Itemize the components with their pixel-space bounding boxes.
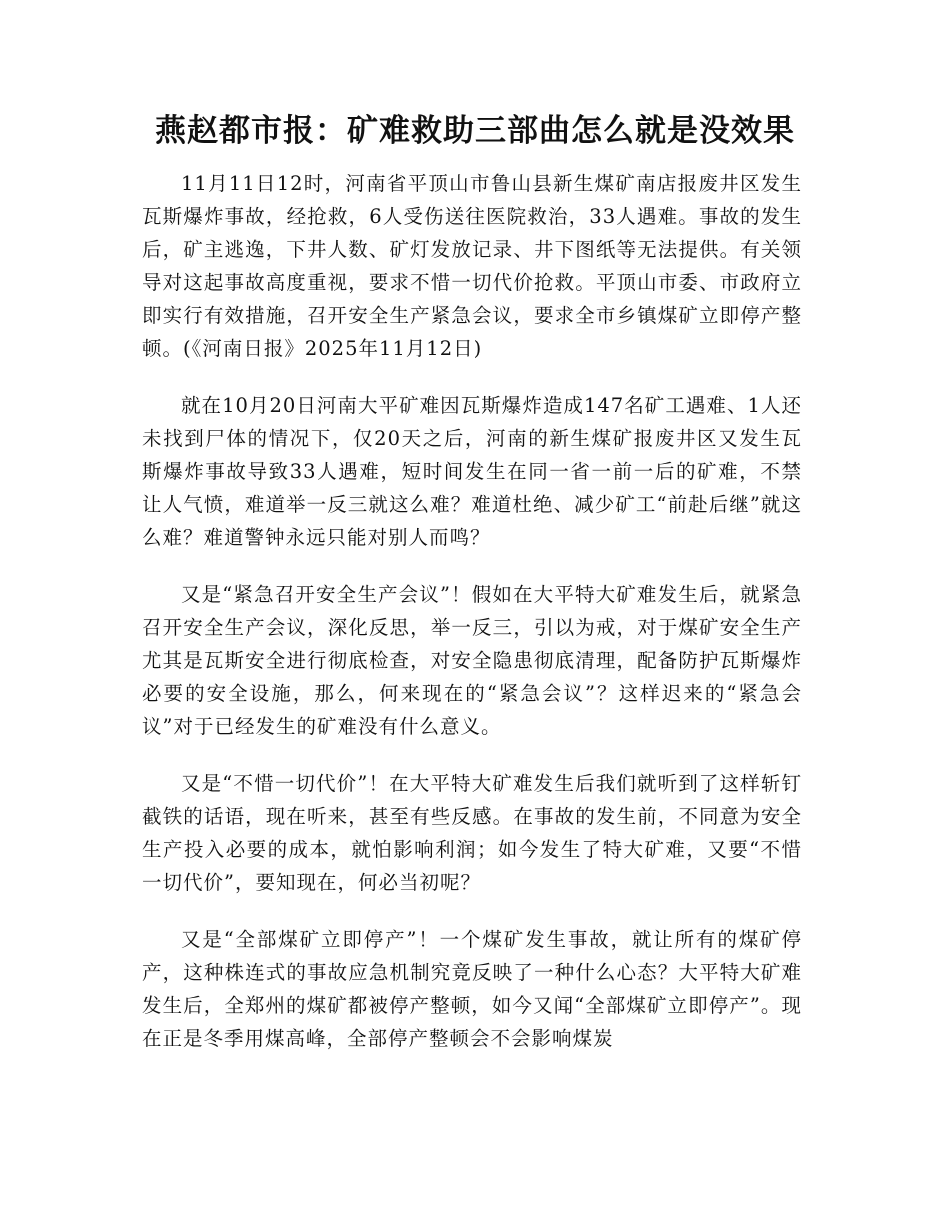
paragraph-5: 又是“全部煤矿立即停产”！一个煤矿发生事故，就让所有的煤矿停产，这种株连式的事故应急机制究竟反映了一种什么心态？大平特大矿难发生后，全郑州的煤矿都被停产整顿，如今又闻“全部煤矿立即停产”。现在正是冬季用煤高峰，全部停产整顿会不会影响煤炭 [142, 928, 802, 1050]
paragraph-4: 又是“不惜一切代价”！在大平特大矿难发生后我们就听到了这样斩钉截铁的话语，现在听来，甚至有些反感。在事故的发生前，不同意为安全生产投入必要的成本，就怕影响利润；如今发生了特大矿难，又要“不惜一切代价”，要知现在，何必当初呢？ [142, 772, 802, 894]
document-title: 燕赵都市报：矿难救助三部曲怎么就是没效果 [155, 113, 795, 149]
paragraph-3: 又是“紧急召开安全生产会议”！假如在大平特大矿难发生后，就紧急召开安全生产会议，深化反思，举一反三，引以为戒，对于煤矿安全生产尤其是瓦斯安全进行彻底检查，对安全隐患彻底清理，配备防护瓦斯爆炸必要的安全设施，那么，何来现在的“紧急会议”？这样迟来的“紧急会议”对于已经发生的矿难没有什么意义。 [142, 583, 802, 738]
paragraph-2: 就在10月20日河南大平矿难因瓦斯爆炸造成147名矿工遇难、1人还未找到尸体的情况下，仅20天之后，河南的新生煤矿报废井区又发生瓦斯爆炸事故导致33人遇难，短时间发生在同一省一前一后的矿难，不禁让人气愤，难道举一反三就这么难？难道杜绝、减少矿工“前赴后继”就这么难？难道警钟永远只能对别人而鸣？ [142, 394, 802, 549]
paragraph-1: 11月11日12时，河南省平顶山市鲁山县新生煤矿南店报废井区发生瓦斯爆炸事故，经抢救，6人受伤送往医院救治，33人遇难。事故的发生后，矿主逃逸，下井人数、矿灯发放记录、井下图纸等无法提供。有关领导对这起事故高度重视，要求不惜一切代价抢救。平顶山市委、市政府立即实行有效措施，召开安全生产紧急会议，要求全市乡镇煤矿立即停产整顿。(《河南日报》2025年11月12日) [142, 172, 802, 360]
document-body [142, 167, 802, 1079]
